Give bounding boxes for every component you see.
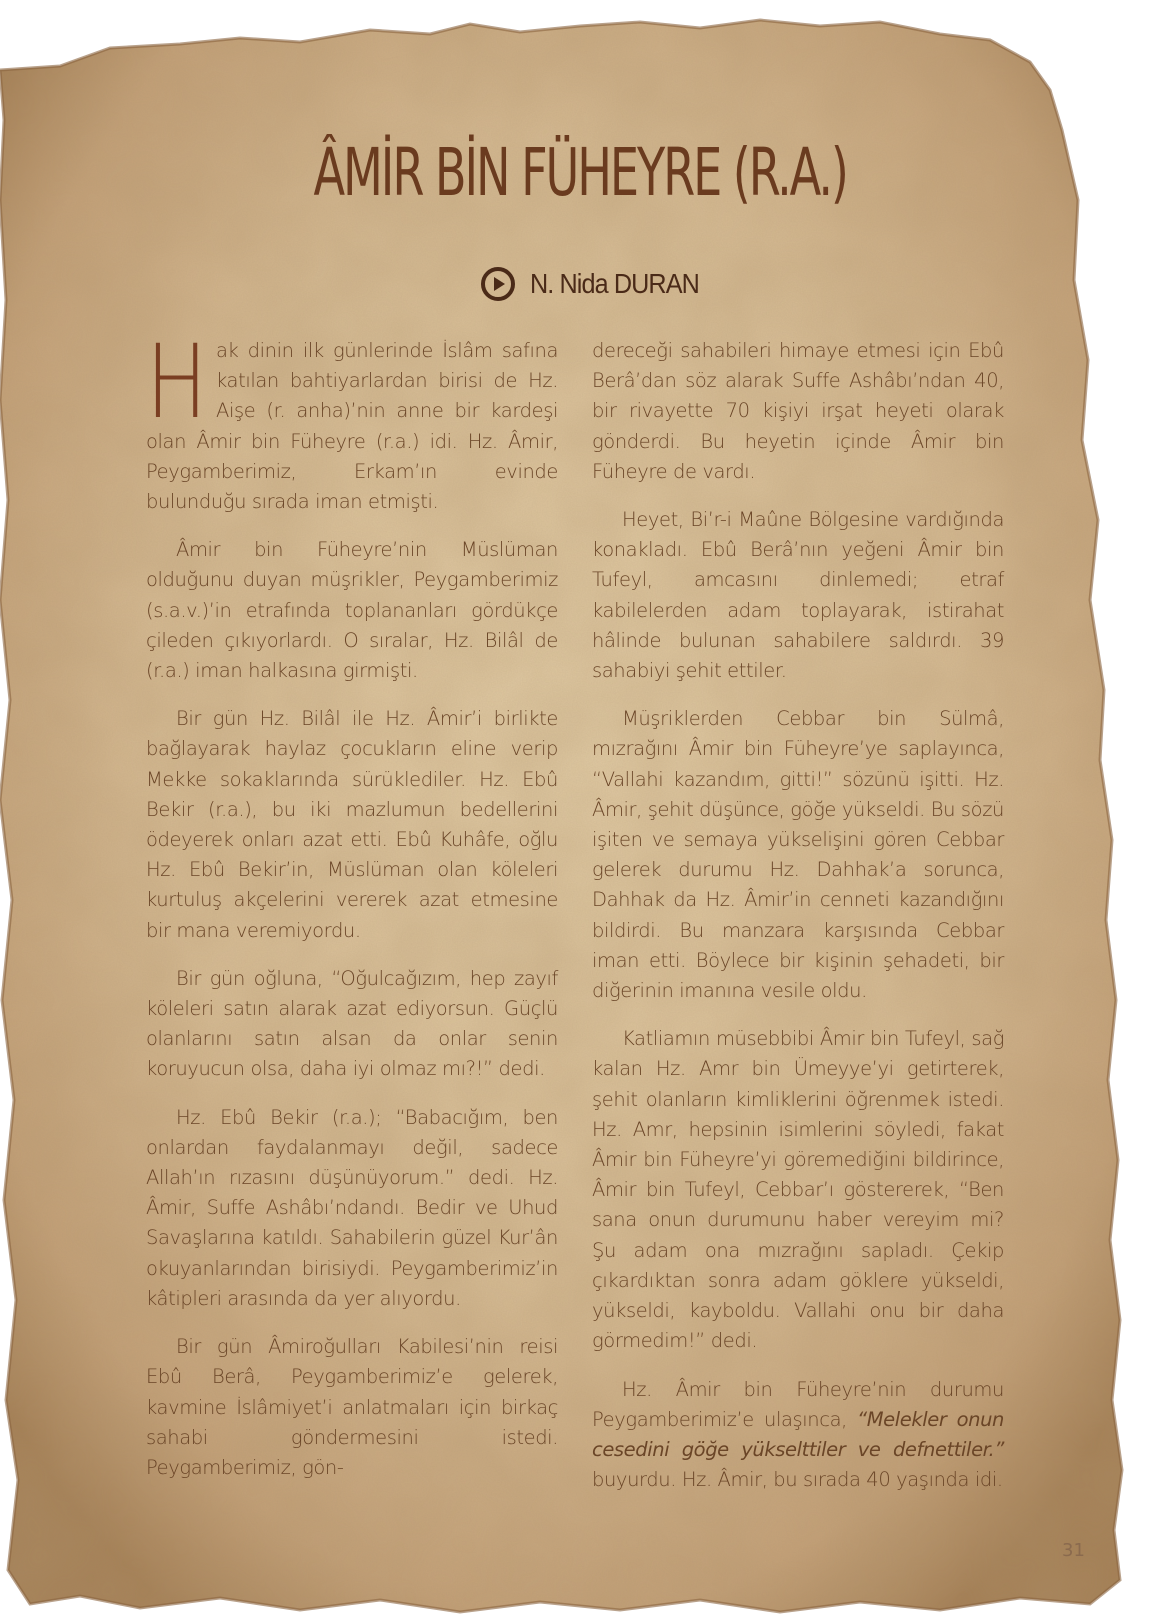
- article-title: ÂMİR BİN FÜHEYRE (R.A.): [313, 134, 847, 211]
- paragraph: Âmir bin Füheyre’nin Müslüman olduğunu duyan müşrikler, Peygamberimiz (s.a.v.)’in etrafında toplananları gördükçe çileden çıkıyorlardı. O sıralar, Hz. Bilâl de (r.a.) iman halkasına girmişti.: [146, 538, 558, 683]
- author-name: N. Nida DURAN: [530, 268, 699, 299]
- paragraph: Katliamın müsebbibi Âmir bin Tufeyl, sağ kalan Hz. Amr bin Ümeyye’yi getirterek, şehit olanların kimliklerini öğrenmek istedi. Hz. Amr, hepsinin isimlerini söyledi, fakat Âmir bin Füheyre’yi göremediğini bildirince, Âmir bin Tufeyl, Cebbar’ı göstererek, “Ben sana onun durumunu haber vereyim mi? Şu adam ona mızrağını sapladı. Çekip çıkardıktan sonra adam göklere yükseldi, yükseldi, kayboldu. Vallahi onu bir daha görmedim!” dedi.: [592, 1027, 1004, 1353]
- paragraph-with-quote: Hz. Âmir bin Füheyre’nin durumu Peygamberimiz’e ulaşınca, “Melekler onun cesedini göğe yükselttiler ve defnettiler.” buyurdu. Hz. Âmir, bu sırada 40 yaşında idi.: [592, 1377, 1004, 1492]
- author-byline: [480, 266, 718, 302]
- left-column: [146, 323, 558, 1501]
- paragraph: Heyet, Bi’r-i Maûne Bölgesine vardığında konakladı. Ebû Berâ’nın yeğeni Âmir bin Tufeyl, amcasını dinlemedi; etraf kabilelerden adam toplayarak, istirahat hâlinde bulunan sahabilere saldırdı. 39 sahabiyi şehit ettiler.: [592, 508, 1004, 683]
- quote: “Melekler onun cesedini göğe yükselttiler ve defnettiler.”: [592, 1407, 1004, 1461]
- play-circle-icon: [480, 266, 516, 302]
- right-column: [592, 336, 1004, 1513]
- paragraph: Bir gün Hz. Bilâl ile Hz. Âmir’i birlikte bağlayarak haylaz çocukların eline verip Mekke sokaklarında sürüklediler. Hz. Ebû Bekir (r.a.), bu iki mazlumun bedellerini ödeyerek onları azat etti. Ebû Kuhâfe, oğlu Hz. Ebû Bekir’in, Müslüman olan köleleri kurtuluş akçelerini vererek azat etmesine bir mana veremiyordu.: [146, 707, 558, 942]
- paragraph: Müşriklerden Cebbar bin Sülmâ, mızrağını Âmir bin Füheyre’ye saplayınca, “Vallahi kazandım, gitti!” sözünü işitti. Hz. Âmir, şehit düşünce, göğe yükseldi. Bu sözü işiten ve semaya yükselişini gören Cebbar gelerek durumu Hz. Dahhak’a sorunca, Dahhak da Hz. Âmir’in cenneti kazandığını bildirdi. Bu manzara karşısında Cebbar iman etti. Böylece bir kişinin şehadeti, bir diğerinin imanına vesile oldu.: [592, 707, 1004, 1003]
- paragraph: dereceği sahabileri himaye etmesi için Ebû Berâ’dan söz alarak Suffe Ashâbı’ndan 40, bir rivayette 70 kişiyi irşat heyeti olarak gönderdi. Bu heyetin içinde Âmir bin Füheyre de vardı.: [592, 339, 1004, 483]
- paragraph: Bir gün oğluna, “Oğulcağızım, hep zayıf köleleri satın alarak azat ediyorsun. Güçlü olanlarını satın alsan da onlar senin koruyucun olsa, daha iyi olmaz mı?!” dedi.: [146, 966, 558, 1081]
- page-number: 31: [1062, 1540, 1085, 1561]
- paragraph: Hz. Ebû Bekir (r.a.); “Babacığım, ben onlardan faydalanmayı değil, sadece Allah’ın rızasını düşünüyorum.” dedi. Hz. Âmir, Suffe Ashâbı’ndandı. Bedir ve Uhud Savaşlarına katıldı. Sahabilerin güzel Kur’ân okuyanlarından birisiydi. Peygamberimiz’in kâtipleri arasında da yer alıyordu.: [146, 1105, 558, 1310]
- paragraph: Bir gün Âmiroğulları Kabilesi’nin reisi Ebû Berâ, Peygamberimiz’e gelerek, kavmine İslâmiyet’i anlatmaları için birkaç sahabi göndermesini istedi. Peygamberimiz, gön-: [146, 1335, 558, 1479]
- paragraph: Hak dinin ilk günlerinde İslâm safına katılan bahtiyarlardan birisi de Hz. Aişe (r. anha)’nin anne bir kardeşi olan Âmir bin Füheyre (r.a.) idi. Hz. Âmir, Peygamberimiz, Erkam’ın evinde bulunduğu sırada iman etmişti.: [146, 323, 558, 514]
- drop-cap: H: [146, 323, 208, 442]
